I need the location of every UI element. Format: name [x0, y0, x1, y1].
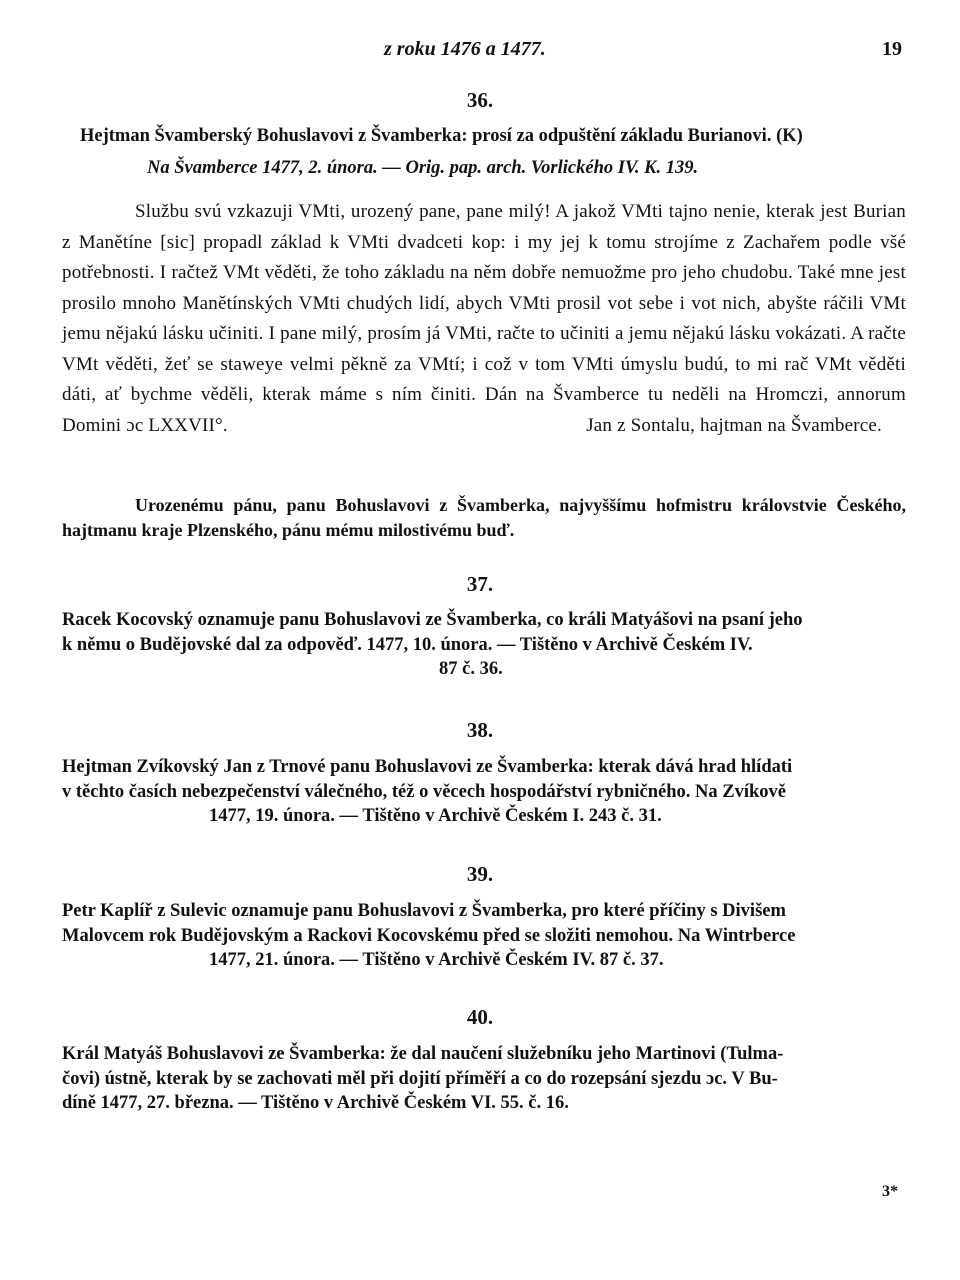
entry-number: 37. — [466, 572, 494, 596]
summary-line: Racek Kocovský oznamuje panu Bohuslavovi ze Švamberka, co králi Matyášovi na psaní jeho — [62, 610, 803, 630]
entry-summary — [62, 1042, 906, 1116]
summary-line: Král Matyáš Bohuslavovi ze Švamberka: že dal naučení služebníku jeho Martinovi (Tulma- — [62, 1044, 784, 1064]
summary-line: čovi) ústně, kterak by se zachovati měl při dojití příměří a co do rozepsání sjezdu ɔc. V Bu- — [62, 1068, 778, 1089]
summary-line: díně 1477, 27. března. — Tištěno v Archivě Českém VI. 55. č. 16. — [62, 1093, 569, 1113]
entry-summary — [62, 608, 906, 682]
letter-text: Službu svú vzkazuji VMti, urozený pane, pane milý! A jakož VMti tajno nenie, kterak jest Burian z Manětíne [sic] propadl základ k VMti dvadceti kop: i my jej k tomu strojíme z Zachařem podle všé potřebnosti. I račtež VMt věděti, že toho základu na něm dobře nemuožme pro jeho chudobu. Také mne jest prosilo mnoho Manětínských VMti chudých lidí, abych VMti prosil vot sebe i vot nich, abyšte ráčili VMt jemu nějakú lásku učiniti. I pane milý, prosím já VMti, račte to učiniti a jemu nějakú lásku vokázati. A račte VMt věděti, žeť se staweye velmi pěkně za VMtí; i což v tom VMti úmyslu budú, to mi rač VMt věděti dáti, ať bychme věděli, kterak máme s ním činiti. Dán na Švamberce tu neděli na Hromczi, annorum Domini ɔc LXXVII°. — [62, 201, 906, 436]
summary-line: Petr Kaplíř z Sulevic oznamuje panu Bohuslavovi z Švamberka, pro které příčiny s Divišem — [62, 901, 786, 921]
letter-signature: Jan z Sontalu, hajtman na Švamberce. — [586, 414, 882, 436]
entry-number: 39. — [466, 862, 494, 886]
summary-line: 87 č. 36. — [439, 659, 503, 679]
letter-address: Urozenému pánu, panu Bohuslavovi z Švamberka, najvyššímu hofmistru královstvie Českého, hajtmanu kraje Plzenského, pánu mému milostivému buď. — [62, 495, 906, 540]
running-head — [0, 38, 960, 68]
entry-summary — [80, 124, 910, 149]
summary-line: k němu o Budějovské dal za odpověď. 1477, 10. února. — Tištěno v Archivě Českém IV. — [62, 634, 753, 655]
summary-text: Hejtman Švamberský Bohuslavovi z Švamberka: prosí za odpuštění základu Burianovi. (K) — [80, 126, 803, 146]
entry-number: 38. — [466, 718, 494, 742]
summary-line: v těchto časích nebezpečenství válečného, též o věcech hospodářství rybničného. Na Zvíkově — [62, 781, 786, 802]
summary-line: 1477, 21. února. — Tištěno v Archivě Českém IV. 87 č. 37. — [209, 950, 664, 970]
entry-number: 40. — [466, 1005, 494, 1029]
entry-summary — [62, 899, 906, 973]
page-number: 19 — [882, 38, 902, 60]
summary-line: 1477, 19. února. — Tištěno v Archivě Českém I. 243 č. 31. — [209, 806, 662, 826]
summary-line: Hejtman Zvíkovský Jan z Trnové panu Bohuslavovi ze Švamberka: kterak dává hrad hlídati — [62, 757, 793, 777]
sheet-signature-mark: 3* — [882, 1183, 898, 1200]
entry-source: Na Švamberce 1477, 2. února. — Orig. pap. arch. Vorlického IV. K. 139. — [147, 158, 699, 178]
entry-summary — [62, 755, 906, 829]
running-title: z roku 1476 a 1477. — [384, 38, 546, 60]
entry-number: 36. — [466, 88, 494, 112]
letter-body — [62, 197, 906, 441]
summary-line: Malovcem rok Budějovským a Rackovi Kocovskému před se složiti nemohou. Na Wintrberce — [62, 925, 796, 946]
